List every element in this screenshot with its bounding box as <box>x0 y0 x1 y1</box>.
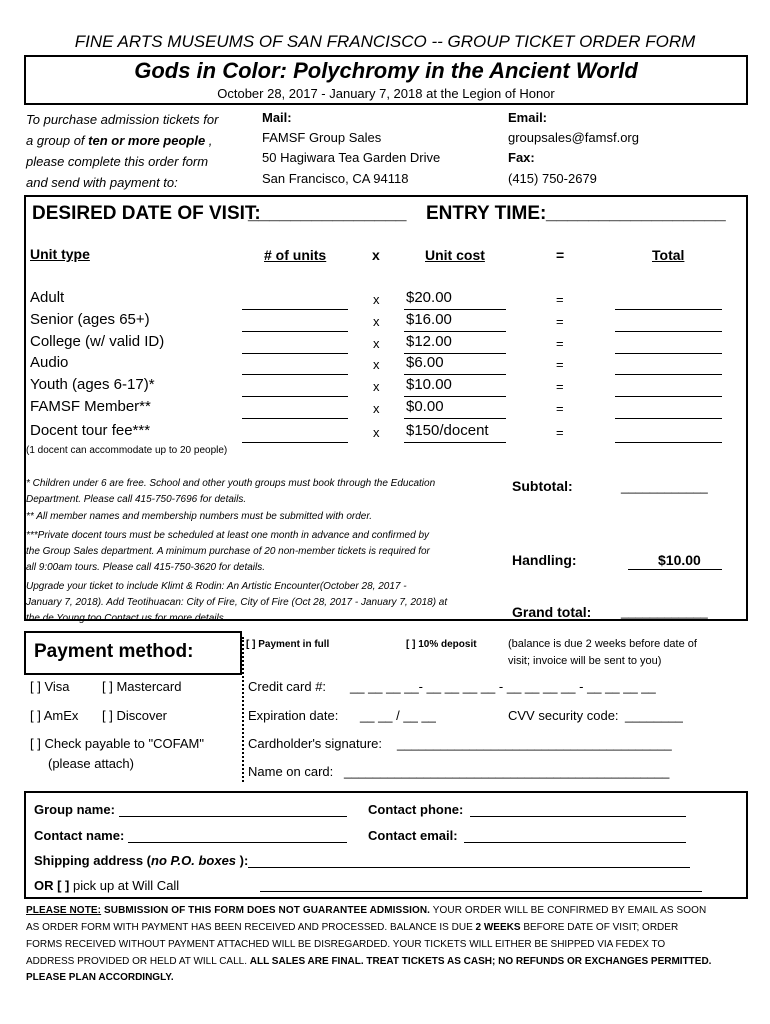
total-field[interactable] <box>615 374 722 375</box>
row-cost: $20.00 <box>406 289 452 306</box>
signature-field[interactable]: ______________________________________ <box>397 736 672 751</box>
footer-line-3: FORMS RECEIVED WITHOUT PAYMENT ATTACHED WILL BE DISREGARDED. YOUR TICKETS WILL EITHER BE SHIPPED VIA FEDEX TO <box>26 939 666 950</box>
signature-label: Cardholder's signature: <box>248 736 382 751</box>
intro-line-3: please complete this order form <box>26 154 209 169</box>
name-on-card-label: Name on card: <box>248 764 334 779</box>
total-field[interactable] <box>615 331 722 332</box>
subtotal-label: Subtotal: <box>512 478 573 494</box>
cvv-field[interactable]: ________ <box>625 708 683 723</box>
mail-line-3: San Francisco, CA 94118 <box>262 171 409 186</box>
header-x: x <box>372 247 380 263</box>
expiration-field[interactable]: __ __ / __ __ <box>360 708 436 723</box>
grand-total-label: Grand total: <box>512 604 592 620</box>
row-equals: = <box>556 401 564 416</box>
name-on-card-field[interactable]: _____________________________________________ <box>344 764 670 779</box>
row-x: x <box>373 357 380 372</box>
payment-in-full-checkbox[interactable]: [ ] Payment in full <box>246 639 330 650</box>
credit-card-field[interactable]: __ __ __ __- __ __ __ __ - __ __ __ __ - __ __ __ __ <box>350 679 656 694</box>
units-field[interactable] <box>242 418 348 419</box>
amex-checkbox[interactable]: [ ] AmEx <box>30 708 79 723</box>
group-name-field[interactable] <box>119 816 347 817</box>
row-equals: = <box>556 292 564 307</box>
fax-number: (415) 750-2679 <box>508 171 597 186</box>
note-upgrade-1: Upgrade your ticket to include Klimt & Rodin: An Artistic Encounter(October 28, 2017 - <box>26 581 407 592</box>
row-x: x <box>373 425 380 440</box>
contact-name-label: Contact name: <box>34 828 125 843</box>
header-unit-type: Unit type <box>30 246 90 262</box>
intro-line-2: a group of ten or more people , <box>26 133 213 148</box>
subtotal-field[interactable]: ____________ <box>621 479 708 494</box>
note-upgrade-2: January 7, 2018). Add Teotihuacan: City of Fire, City of Fire (Oct 28, 2017 - January 7, 2018) at <box>26 597 448 608</box>
form-title: FINE ARTS MUSEUMS OF SAN FRANCISCO -- GROUP TICKET ORDER FORM <box>74 32 696 51</box>
fax-label: Fax: <box>508 150 535 165</box>
note-children-1: * Children under 6 are free. School and other youth groups must book through the Education <box>26 478 436 489</box>
row-type: Docent tour fee*** <box>30 422 151 439</box>
group-name-label: Group name: <box>34 802 115 817</box>
row-x: x <box>373 314 380 329</box>
row-cost: $16.00 <box>406 311 452 328</box>
cost-underline <box>404 418 506 419</box>
row-type: Audio <box>30 354 69 371</box>
header-units: # of units <box>264 247 327 263</box>
cost-underline <box>404 396 506 397</box>
intro-line-1: To purchase admission tickets for <box>26 112 219 127</box>
row-x: x <box>373 292 380 307</box>
mail-label: Mail: <box>262 110 292 125</box>
will-call-option[interactable]: OR [ ] pick up at Will Call <box>34 878 180 893</box>
contact-phone-field[interactable] <box>470 816 686 817</box>
row-cost: $10.00 <box>406 376 452 393</box>
check-attach-note: (please attach) <box>48 756 134 771</box>
row-cost: $6.00 <box>406 354 444 371</box>
payment-divider <box>242 637 244 782</box>
email-label: Email: <box>508 110 548 125</box>
handling-underline <box>628 569 722 570</box>
total-field[interactable] <box>615 309 722 310</box>
shipping-address-field[interactable] <box>248 867 690 868</box>
row-equals: = <box>556 314 564 329</box>
row-equals: = <box>556 379 564 394</box>
row-equals: = <box>556 357 564 372</box>
mail-line-2: 50 Hagiwara Tea Garden Drive <box>262 150 441 165</box>
total-field[interactable] <box>615 396 722 397</box>
check-checkbox[interactable]: [ ] Check payable to "COFAM" <box>30 736 204 751</box>
intro-line-4: and send with payment to: <box>26 175 178 190</box>
header-unit-cost: Unit cost <box>425 247 485 263</box>
units-field[interactable] <box>242 442 348 443</box>
discover-checkbox[interactable]: [ ] Discover <box>102 708 168 723</box>
cost-underline <box>404 442 506 443</box>
cost-underline <box>404 374 506 375</box>
exhibit-dates: October 28, 2017 - January 7, 2018 at the Legion of Honor <box>217 86 555 101</box>
row-cost: $150/docent <box>406 422 489 439</box>
row-type: Youth (ages 6-17)* <box>30 376 155 393</box>
balance-note-2: visit; invoice will be sent to you) <box>508 655 662 667</box>
deposit-checkbox[interactable]: [ ] 10% deposit <box>406 639 477 650</box>
payment-title: Payment method: <box>34 641 194 662</box>
mail-line-1: FAMSF Group Sales <box>262 130 382 145</box>
mastercard-checkbox[interactable]: [ ] Mastercard <box>102 679 182 694</box>
contact-phone-label: Contact phone: <box>368 802 464 817</box>
cvv-label: CVV security code: <box>508 708 619 723</box>
row-equals: = <box>556 336 564 351</box>
balance-note-1: (balance is due 2 weeks before date of <box>508 638 697 650</box>
row-type: College (w/ valid ID) <box>30 333 165 350</box>
row-equals: = <box>556 425 564 440</box>
entry-time-label: ENTRY TIME: <box>426 203 547 224</box>
visa-checkbox[interactable]: [ ] Visa <box>30 679 70 694</box>
exhibit-title: Gods in Color: Polychromy in the Ancient World <box>134 58 638 83</box>
note-docent-1: ***Private docent tours must be scheduled at least one month in advance and confirmed by <box>26 530 430 541</box>
note-members: ** All member names and membership numbers must be submitted with order. <box>26 511 373 522</box>
units-field[interactable] <box>242 309 348 310</box>
row-x: x <box>373 401 380 416</box>
note-docent-3: all 9:00am tours. Please call 415-750-3620 for details. <box>26 562 266 573</box>
shipping-address-line-2[interactable] <box>260 891 702 892</box>
entry-time-field[interactable]: _________________ <box>546 203 726 224</box>
grand-total-field[interactable]: ____________ <box>621 604 708 619</box>
shipping-address-label: Shipping address (no P.O. boxes ): <box>34 853 249 868</box>
cost-underline <box>404 331 506 332</box>
handling-value: $10.00 <box>658 552 701 568</box>
row-type: FAMSF Member** <box>30 398 151 415</box>
footer-line-5: PLEASE PLAN ACCORDINGLY. <box>26 972 174 983</box>
row-x: x <box>373 336 380 351</box>
footer-line-1: PLEASE NOTE: SUBMISSION OF THIS FORM DOES NOT GUARANTEE ADMISSION. YOUR ORDER WILL BE CONFIRMED BY EMAIL AS SOON <box>26 905 707 916</box>
docent-note: (1 docent can accommodate up to 20 people) <box>26 445 228 456</box>
email-address: groupsales@famsf.org <box>508 130 639 145</box>
units-field[interactable] <box>242 331 348 332</box>
note-children-2: Department. Please call 415-750-7696 for details. <box>26 494 247 505</box>
units-field[interactable] <box>242 396 348 397</box>
units-field[interactable] <box>242 353 348 354</box>
note-docent-2: the Group Sales department. A minimum purchase of 20 non-member tickets is required for <box>26 546 430 557</box>
total-field[interactable] <box>615 353 722 354</box>
row-type: Senior (ages 65+) <box>30 311 150 328</box>
visit-date-label: DESIRED DATE OF VISIT: <box>32 203 261 224</box>
handling-label: Handling: <box>512 552 577 568</box>
visit-date-field[interactable]: _______________ <box>248 203 407 224</box>
row-type: Adult <box>30 289 65 306</box>
row-cost: $12.00 <box>406 333 452 350</box>
contact-email-label: Contact email: <box>368 828 458 843</box>
row-cost: $0.00 <box>406 398 444 415</box>
cost-underline <box>404 309 506 310</box>
expiration-label: Expiration date: <box>248 708 339 723</box>
contact-name-field[interactable] <box>128 842 347 843</box>
footer-line-4: ADDRESS PROVIDED OR HELD AT WILL CALL. ALL SALES ARE FINAL. TREAT TICKETS AS CASH; NO REFUNDS OR EXCHANGES PERMITTED. <box>26 956 712 967</box>
header-equals: = <box>556 247 565 263</box>
credit-card-label: Credit card #: <box>248 679 327 694</box>
note-upgrade-3: the de Young too.Contact us for more details. <box>26 613 227 624</box>
total-field[interactable] <box>615 418 722 419</box>
contact-email-field[interactable] <box>464 842 686 843</box>
units-field[interactable] <box>242 374 348 375</box>
header-total: Total <box>652 247 685 263</box>
footer-line-2: AS ORDER FORM WITH PAYMENT HAS BEEN RECEIVED AND PROCESSED. BALANCE IS DUE 2 WEEKS BEFORE DATE OF VISIT; ORDER <box>26 922 679 933</box>
total-field[interactable] <box>615 442 722 443</box>
row-x: x <box>373 379 380 394</box>
